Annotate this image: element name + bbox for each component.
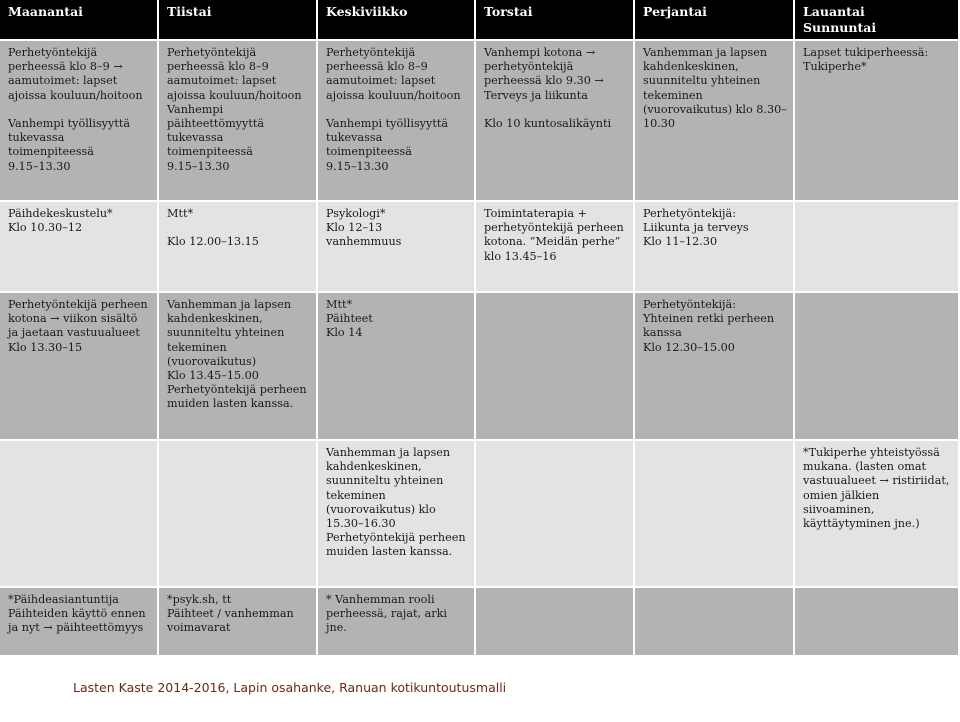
cell-r2-monday: Päihdekeskustelu* Klo 10.30–12 <box>0 202 159 293</box>
header-friday: Perjantai <box>635 0 795 41</box>
cell-r4-friday <box>635 441 795 588</box>
cell-r1-tuesday: Perhetyöntekijä perheessä klo 8–9 aamutoimet: lapset ajoissa kouluun/hoitoon Vanhempi päihteettömyyttä tukevassa toimenpiteessä 9.15–13.30 <box>159 41 318 202</box>
cell-r5-tuesday: *psyk.sh, tt Päihteet / vanhemman voimavarat <box>159 588 318 657</box>
cell-r3-friday: Perhetyöntekijä: Yhteinen retki perheen kanssa Klo 12.30–15.00 <box>635 293 795 441</box>
cell-r5-wednesday: * Vanhemman rooli perheessä, rajat, arki jne. <box>318 588 476 657</box>
cell-r5-weekend <box>795 588 960 657</box>
cell-r1-friday: Vanhemman ja lapsen kahdenkeskinen, suunniteltu yhteinen tekeminen (vuorovaikutus) klo 8.30– 10.30 <box>635 41 795 202</box>
cell-r1-thursday: Vanhempi kotona → perhetyöntekijä perheessä klo 9.30 → Terveys ja liikunta Klo 10 kuntosalikäynti <box>476 41 635 202</box>
cell-r2-wednesday: Psykologi* Klo 12–13 vanhemmuus <box>318 202 476 293</box>
cell-r4-thursday <box>476 441 635 588</box>
cell-r2-tuesday: Mtt* Klo 12.00–13.15 <box>159 202 318 293</box>
cell-r3-wednesday: Mtt* Päihteet Klo 14 <box>318 293 476 441</box>
header-monday: Maanantai <box>0 0 159 41</box>
cell-r5-thursday <box>476 588 635 657</box>
cell-r1-weekend: Lapset tukiperheessä: Tukiperhe* <box>795 41 960 202</box>
header-thursday: Torstai <box>476 0 635 41</box>
footer-caption: Lasten Kaste 2014-2016, Lapin osahanke, Ranuan kotikuntoutusmalli <box>73 680 507 695</box>
cell-r3-weekend <box>795 293 960 441</box>
cell-r2-thursday: Toimintaterapia + perhetyöntekijä perheen kotona. ”Meidän perhe” klo 13.45–16 <box>476 202 635 293</box>
cell-r4-monday <box>0 441 159 588</box>
header-tuesday: Tiistai <box>159 0 318 41</box>
cell-r4-tuesday <box>159 441 318 588</box>
cell-r3-monday: Perhetyöntekijä perheen kotona → viikon sisältö ja jaetaan vastuualueet Klo 13.30–15 <box>0 293 159 441</box>
cell-r2-friday: Perhetyöntekijä: Liikunta ja terveys Klo 11–12.30 <box>635 202 795 293</box>
header-wednesday: Keskiviikko <box>318 0 476 41</box>
cell-r5-friday <box>635 588 795 657</box>
cell-r4-weekend: *Tukiperhe yhteistyössä mukana. (lasten omat vastuualueet → ristiriidat, omien jälkien siivoaminen, käyttäytyminen jne.) <box>795 441 960 588</box>
cell-r2-weekend <box>795 202 960 293</box>
header-weekend: Lauantai Sunnuntai <box>795 0 960 41</box>
cell-r5-monday: *Päihdeasiantuntija Päihteiden käyttö ennen ja nyt → päihteettömyys <box>0 588 159 657</box>
cell-r4-wednesday: Vanhemman ja lapsen kahdenkeskinen, suunniteltu yhteinen tekeminen (vuorovaikutus) klo 15.30–16.30 Perhetyöntekijä perheen muiden lasten kanssa. <box>318 441 476 588</box>
cell-r3-thursday <box>476 293 635 441</box>
cell-r1-wednesday: Perhetyöntekijä perheessä klo 8–9 aamutoimet: lapset ajoissa kouluun/hoitoon Vanhempi työllisyyttä tukevassa toimenpiteessä 9.15–13.30 <box>318 41 476 202</box>
cell-r1-monday: Perhetyöntekijä perheessä klo 8–9 → aamutoimet: lapset ajoissa kouluun/hoitoon Vanhempi työllisyyttä tukevassa toimenpiteessä 9.15–13.30 <box>0 41 159 202</box>
cell-r3-tuesday: Vanhemman ja lapsen kahdenkeskinen, suunniteltu yhteinen tekeminen (vuorovaikutus) Klo 13.45–15.00 Perhetyöntekijä perheen muiden lasten kanssa. <box>159 293 318 441</box>
